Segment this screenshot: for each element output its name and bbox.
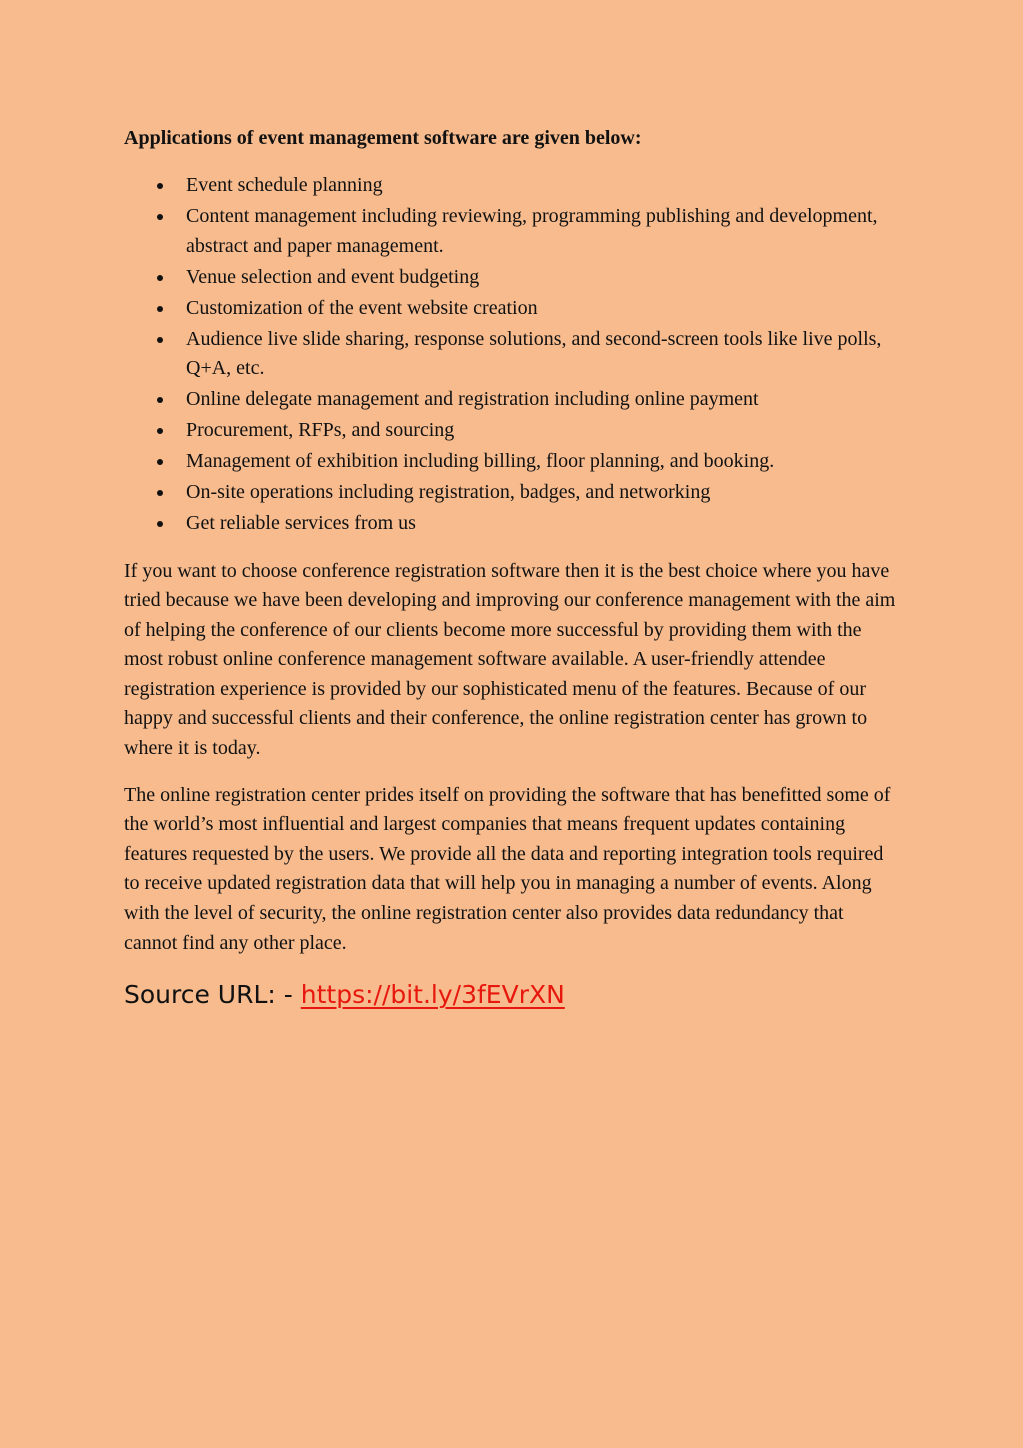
list-item bbox=[124, 416, 899, 446]
list-item-text: Audience live slide sharing, response solutions, and second-screen tools like live polls, Q+A, etc. bbox=[186, 327, 882, 379]
source-line bbox=[124, 978, 899, 1012]
list-item-text: Venue selection and event budgeting bbox=[186, 265, 480, 288]
list-item bbox=[124, 202, 899, 261]
bullet-icon bbox=[157, 337, 163, 343]
bullet-icon bbox=[157, 183, 163, 189]
list-item bbox=[124, 447, 899, 477]
bullet-icon bbox=[157, 306, 163, 312]
source-label: Source URL: - bbox=[124, 980, 301, 1010]
list-item-text: Procurement, RFPs, and sourcing bbox=[186, 419, 455, 441]
list-item-text: Management of exhibition including billing, floor planning, and booking. bbox=[186, 450, 775, 472]
list-item bbox=[124, 478, 899, 508]
list-item bbox=[124, 171, 899, 201]
body-paragraph-registration-center: The online registration center prides itself on providing the software that has benefitted some of the world’s most influential and largest companies that means frequent updates containing features requested by the users. We provide all the data and reporting integration tools required to receive updated registration data that will help you in managing a number of events. Along with the level of security, the online registration center also provides data redundancy that cannot find any other place. bbox=[124, 783, 891, 954]
list-item bbox=[124, 509, 899, 539]
bullet-icon bbox=[157, 521, 163, 527]
bullet-icon bbox=[157, 275, 163, 281]
list-item bbox=[124, 385, 899, 415]
list-item-text: On-site operations including registration, badges, and networking bbox=[186, 481, 711, 503]
bullet-icon bbox=[157, 459, 163, 465]
applications-list bbox=[124, 171, 899, 539]
source-link[interactable]: https://bit.ly/3fEVrXN bbox=[300, 980, 565, 1010]
list-item-text: Customization of the event website creation bbox=[186, 296, 538, 319]
section-heading: Applications of event management software are given below: bbox=[124, 127, 642, 149]
document-body bbox=[124, 124, 899, 1012]
bullet-icon bbox=[157, 214, 163, 220]
body-paragraph-registration-software: If you want to choose conference registration software then it is the best choice where you have tried because we have been developing and improving our conference management with the aim of helping the conference of our clients become more successful by providing them with the most robust online conference management software available. A user-friendly attendee registration experience is provided by our sophisticated menu of the features. Because of our happy and successful clients and their conference, the online registration center has grown to where it is today. bbox=[124, 559, 896, 760]
list-item bbox=[124, 263, 899, 293]
list-item-text: Online delegate management and registration including online payment bbox=[186, 388, 759, 410]
list-item bbox=[124, 325, 899, 384]
bullet-icon bbox=[157, 428, 163, 434]
list-item-text: Get reliable services from us bbox=[186, 512, 416, 534]
list-item-text: Event schedule planning bbox=[186, 174, 383, 196]
list-item bbox=[124, 294, 899, 324]
bullet-icon bbox=[157, 397, 163, 403]
list-item-text: Content management including reviewing, programming publishing and development, abstract and paper management. bbox=[186, 205, 878, 257]
bullet-icon bbox=[157, 490, 163, 496]
